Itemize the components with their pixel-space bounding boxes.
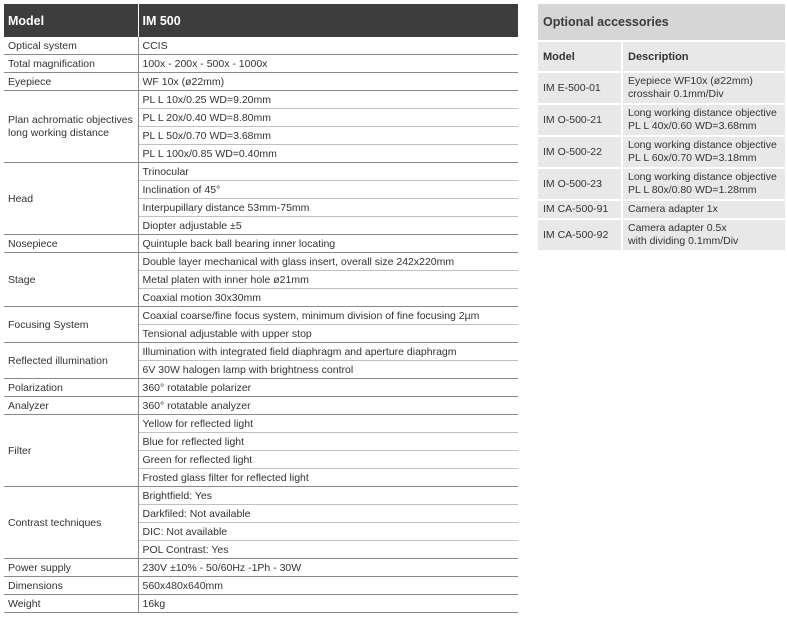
spec-row — [4, 559, 518, 577]
spec-label: Polarization — [4, 379, 138, 397]
accessory-model: IM CA-500-91 — [538, 200, 622, 219]
accessory-description-line: Long working distance objective — [628, 107, 777, 119]
spec-value: Yellow for reflected light — [138, 415, 518, 433]
spec-label: Weight — [4, 595, 138, 613]
accessory-description-line: PL L 60x/0.70 WD=3.18mm — [628, 152, 757, 164]
spec-label: Stage — [4, 253, 138, 307]
accessory-model: IM E-500-01 — [538, 72, 622, 104]
spec-label: Reflected illumination — [4, 343, 138, 379]
spec-label: Head — [4, 163, 138, 235]
spec-label: Dimensions — [4, 577, 138, 595]
spec-value: PL L 10x/0.25 WD=9.20mm — [138, 91, 518, 109]
spec-row — [4, 379, 518, 397]
spec-label: Nosepiece — [4, 235, 138, 253]
spec-value: 6V 30W halogen lamp with brightness control — [138, 361, 518, 379]
spec-row — [4, 415, 518, 433]
accessory-description-line: Camera adapter 1x — [628, 203, 718, 215]
spec-label: Filter — [4, 415, 138, 487]
accessory-row — [538, 200, 785, 219]
accessory-description-line: PL L 80x/0.80 WD=1.28mm — [628, 184, 757, 196]
spec-row — [4, 595, 518, 613]
spec-value: Trinocular — [138, 163, 518, 181]
accessory-description — [622, 200, 785, 219]
spec-value: PL L 20x/0.40 WD=8.80mm — [138, 109, 518, 127]
optional-accessories-panel — [538, 4, 785, 252]
spec-value: 360° rotatable polarizer — [138, 379, 518, 397]
spec-value: Brightfield: Yes — [138, 487, 518, 505]
accessory-model: IM CA-500-92 — [538, 219, 622, 251]
accessories-header-row — [538, 42, 785, 72]
spec-row — [4, 73, 518, 91]
spec-value: 560x480x640mm — [138, 577, 518, 595]
accessory-row — [538, 219, 785, 251]
spec-label: Eyepiece — [4, 73, 138, 91]
accessory-description-line: Long working distance objective — [628, 171, 777, 183]
accessory-description-line: with dividing 0.1mm/Div — [628, 235, 739, 247]
accessory-description-line: PL L 40x/0.60 WD=3.68mm — [628, 120, 757, 132]
spec-value: PL L 50x/0.70 WD=3.68mm — [138, 127, 518, 145]
spec-row — [4, 397, 518, 415]
accessories-header-description: Description — [622, 42, 785, 72]
accessory-description-line: crosshair 0.1mm/Div — [628, 88, 724, 100]
spec-row — [4, 55, 518, 73]
spec-value: Quintuple back ball bearing inner locating — [138, 235, 518, 253]
spec-value: 100x - 200x - 500x - 1000x — [138, 55, 518, 73]
spec-value: Blue for reflected light — [138, 433, 518, 451]
spec-row — [4, 163, 518, 181]
spec-label: Total magnification — [4, 55, 138, 73]
accessory-model: IM O-500-21 — [538, 104, 622, 136]
spec-row — [4, 91, 518, 109]
spec-label: Power supply — [4, 559, 138, 577]
spec-label: Plan achromatic objectives long working distance — [4, 91, 138, 163]
spec-row — [4, 253, 518, 271]
spec-value: Diopter adjustable ±5 — [138, 217, 518, 235]
spec-value: CCIS — [138, 37, 518, 55]
spec-value: Metal platen with inner hole ø21mm — [138, 271, 518, 289]
spec-header-product: IM 500 — [138, 4, 518, 37]
accessory-row — [538, 104, 785, 136]
accessories-title: Optional accessories — [538, 4, 785, 42]
spec-header-model: Model — [4, 4, 138, 37]
spec-value: Inclination of 45° — [138, 181, 518, 199]
accessory-description — [622, 104, 785, 136]
spec-value: Tensional adjustable with upper stop — [138, 325, 518, 343]
accessory-row — [538, 72, 785, 104]
accessory-model: IM O-500-22 — [538, 136, 622, 168]
spec-row — [4, 307, 518, 325]
spec-label: Optical system — [4, 37, 138, 55]
accessory-description — [622, 72, 785, 104]
spec-value: Illumination with integrated field diaphragm and aperture diaphragm — [138, 343, 518, 361]
accessory-row — [538, 136, 785, 168]
accessory-description-line: Eyepiece WF10x (ø22mm) — [628, 75, 753, 87]
spec-row — [4, 235, 518, 253]
spec-header-row — [4, 4, 518, 37]
spec-value: Interpupillary distance 53mm-75mm — [138, 199, 518, 217]
spec-value: Coaxial motion 30x30mm — [138, 289, 518, 307]
spec-value: Frosted glass filter for reflected light — [138, 469, 518, 487]
specification-table — [4, 4, 518, 613]
spec-row — [4, 343, 518, 361]
spec-value: 360° rotatable analyzer — [138, 397, 518, 415]
spec-value: Green for reflected light — [138, 451, 518, 469]
spec-value: POL Contrast: Yes — [138, 541, 518, 559]
spec-value: WF 10x (ø22mm) — [138, 73, 518, 91]
accessories-header-model: Model — [538, 42, 622, 72]
accessory-description-line: Camera adapter 0.5x — [628, 222, 727, 234]
spec-value: 16kg — [138, 595, 518, 613]
spec-value: Double layer mechanical with glass insert, overall size 242x220mm — [138, 253, 518, 271]
spec-value: 230V ±10% - 50/60Hz -1Ph - 30W — [138, 559, 518, 577]
accessory-model: IM O-500-23 — [538, 168, 622, 200]
accessories-table — [538, 42, 785, 252]
spec-row — [4, 577, 518, 595]
spec-row — [4, 487, 518, 505]
spec-row — [4, 37, 518, 55]
spec-value: Coaxial coarse/fine focus system, minimum division of fine focusing 2µm — [138, 307, 518, 325]
spec-value: DIC: Not available — [138, 523, 518, 541]
accessory-description — [622, 136, 785, 168]
accessory-row — [538, 168, 785, 200]
spec-label: Focusing System — [4, 307, 138, 343]
accessory-description-line: Long working distance objective — [628, 139, 777, 151]
spec-value: Darkfiled: Not available — [138, 505, 518, 523]
spec-value: PL L 100x/0.85 WD=0.40mm — [138, 145, 518, 163]
accessory-description — [622, 219, 785, 251]
accessory-description — [622, 168, 785, 200]
spec-label: Analyzer — [4, 397, 138, 415]
spec-label: Contrast techniques — [4, 487, 138, 559]
